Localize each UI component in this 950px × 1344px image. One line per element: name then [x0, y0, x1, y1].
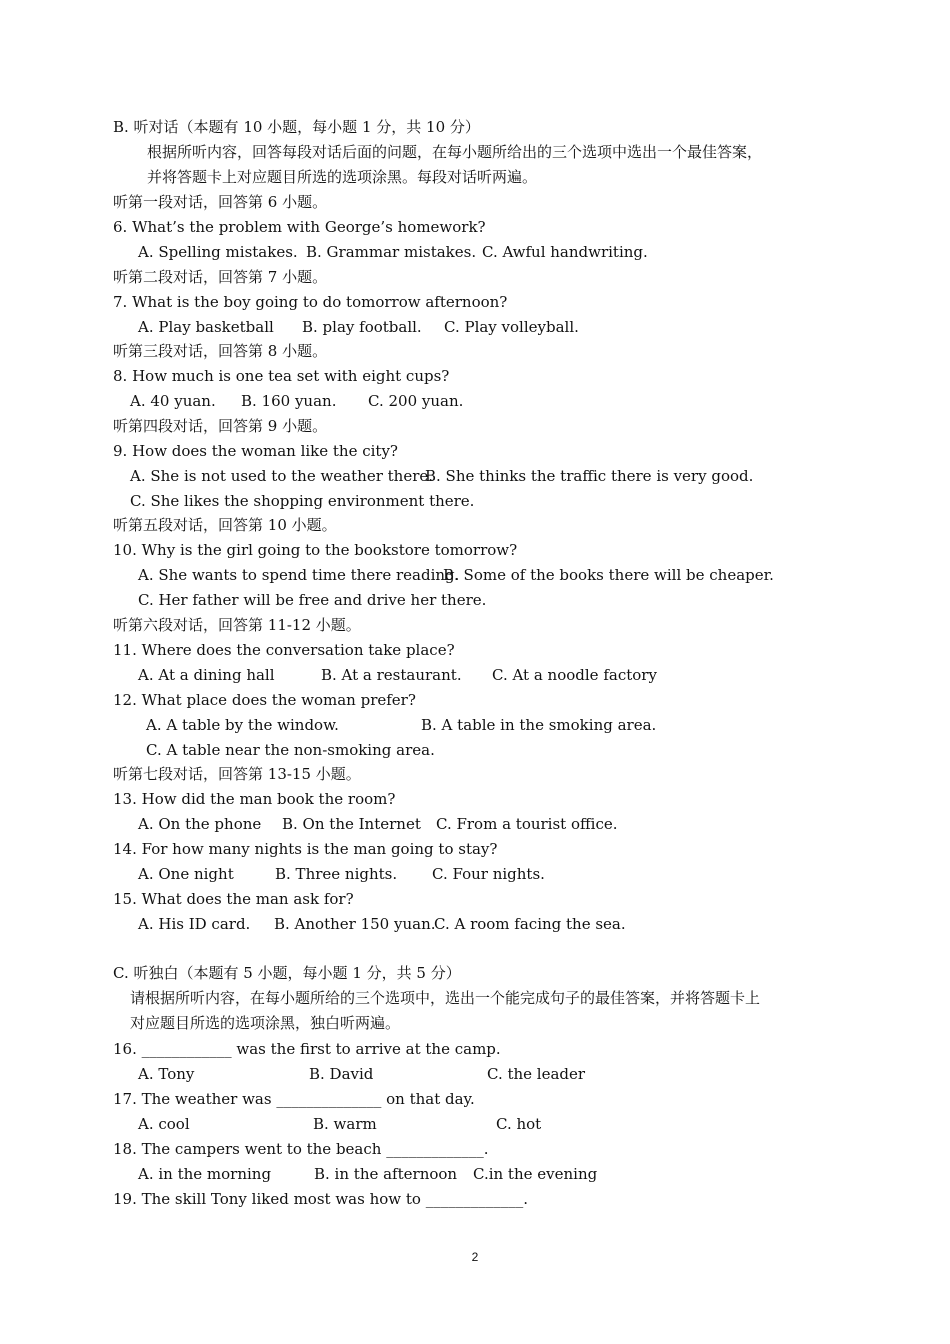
group-5-heading: 听第五段对话，回答第 10 小题。 [113, 516, 337, 534]
section-b-heading: B. 听对话（本题有 10 小题，每小题 1 分，共 10 分） [113, 118, 480, 136]
section-b-instruction-1: 根据所听内容，回答每段对话后面的问题，在每小题所给出的三个选项中选出一个最佳答案， [147, 143, 763, 161]
question-8: 8. How much is one tea set with eight cups? [113, 367, 450, 385]
group-2-heading: 听第二段对话，回答第 7 小题。 [113, 268, 328, 286]
group-7-heading: 听第七段对话，回答第 13-15 小题。 [113, 765, 361, 783]
question-7: 7. What is the boy going to do tomorrow afternoon? [113, 293, 508, 311]
q12-option-c: C. A table near the non-smoking area. [146, 741, 435, 759]
q8-option-a: A. 40 yuan. [130, 392, 216, 410]
question-18: 18. The campers went to the beach _____________. [113, 1140, 489, 1158]
question-19: 19. The skill Tony liked most was how to _____________. [113, 1190, 528, 1208]
question-17: 17. The weather was ______________ on that day. [113, 1090, 475, 1108]
q9-option-b: B. She thinks the traffic there is very good. [425, 467, 754, 485]
q9-option-a: A. She is not used to the weather there. [130, 467, 434, 485]
q18-option-b: B. in the afternoon [314, 1165, 458, 1183]
question-11: 11. Where does the conversation take place? [113, 641, 455, 659]
group-1-heading: 听第一段对话，回答第 6 小题。 [113, 193, 328, 211]
group-4-heading: 听第四段对话，回答第 9 小题。 [113, 417, 328, 435]
q8-option-c: C. 200 yuan. [368, 392, 464, 410]
q13-option-a: A. On the phone [138, 815, 262, 833]
group-6-heading: 听第六段对话，回答第 11-12 小题。 [113, 616, 361, 634]
q10-option-b: B. Some of the books there will be cheaper. [443, 566, 774, 584]
q13-option-c: C. From a tourist office. [436, 815, 618, 833]
q18-option-a: A. in the morning [138, 1165, 272, 1183]
q16-option-a: A. Tony [138, 1065, 195, 1083]
q12-option-a: A. A table by the window. [146, 716, 339, 734]
q6-option-c: C. Awful handwriting. [482, 243, 648, 261]
q11-option-b: B. At a restaurant. [321, 666, 462, 684]
question-6: 6. What’s the problem with George’s homework? [113, 218, 486, 236]
q18-option-c: C.in the evening [473, 1165, 598, 1183]
question-9: 9. How does the woman like the city? [113, 442, 398, 460]
q11-option-c: C. At a noodle factory [492, 666, 657, 684]
group-3-heading: 听第三段对话，回答第 8 小题。 [113, 342, 328, 360]
question-12: 12. What place does the woman prefer? [113, 691, 416, 709]
question-10: 10. Why is the girl going to the bookstore tomorrow? [113, 541, 518, 559]
q15-option-c: C. A room facing the sea. [434, 915, 626, 933]
page-number: 2 [471, 1250, 479, 1264]
q16-option-c: C. the leader [487, 1065, 586, 1083]
q11-option-a: A. At a dining hall [138, 666, 275, 684]
q8-option-b: B. 160 yuan. [241, 392, 337, 410]
q15-option-b: B. Another 150 yuan. [274, 915, 436, 933]
q17-option-c: C. hot [496, 1115, 542, 1133]
q7-option-a: A. Play basketball [138, 318, 274, 336]
q7-option-b: B. play football. [302, 318, 422, 336]
question-13: 13. How did the man book the room? [113, 790, 396, 808]
section-b-instruction-2: 并将答题卡上对应题目所选的选项涂黑。每段对话听两遍。 [147, 168, 538, 186]
q16-option-b: B. David [309, 1065, 374, 1083]
q14-option-a: A. One night [138, 865, 234, 883]
q10-option-a: A. She wants to spend time there reading. [138, 566, 460, 584]
q14-option-c: C. Four nights. [432, 865, 545, 883]
q7-option-c: C. Play volleyball. [444, 318, 579, 336]
q12-option-b: B. A table in the smoking area. [421, 716, 657, 734]
q6-option-b: B. Grammar mistakes. [306, 243, 477, 261]
q14-option-b: B. Three nights. [275, 865, 398, 883]
q10-option-c: C. Her father will be free and drive her there. [138, 591, 487, 609]
q9-option-c: C. She likes the shopping environment there. [130, 492, 475, 510]
q15-option-a: A. His ID card. [138, 915, 251, 933]
section-c-heading: C. 听独白（本题有 5 小题，每小题 1 分，共 5 分） [113, 964, 461, 982]
section-c-instruction-2: 对应题目所选的选项涂黑，独白听两遍。 [130, 1014, 401, 1032]
section-c-instruction-1: 请根据所听内容，在每小题所给的三个选项中，选出一个能完成句子的最佳答案，并将答题卡上 [130, 989, 761, 1007]
q13-option-b: B. On the Internet [282, 815, 421, 833]
q17-option-b: B. warm [313, 1115, 377, 1133]
q6-option-a: A. Spelling mistakes. [138, 243, 298, 261]
q17-option-a: A. cool [138, 1115, 190, 1133]
question-16: 16. ____________ was the first to arrive at the camp. [113, 1040, 501, 1058]
question-14: 14. For how many nights is the man going to stay? [113, 840, 498, 858]
question-15: 15. What does the man ask for? [113, 890, 354, 908]
